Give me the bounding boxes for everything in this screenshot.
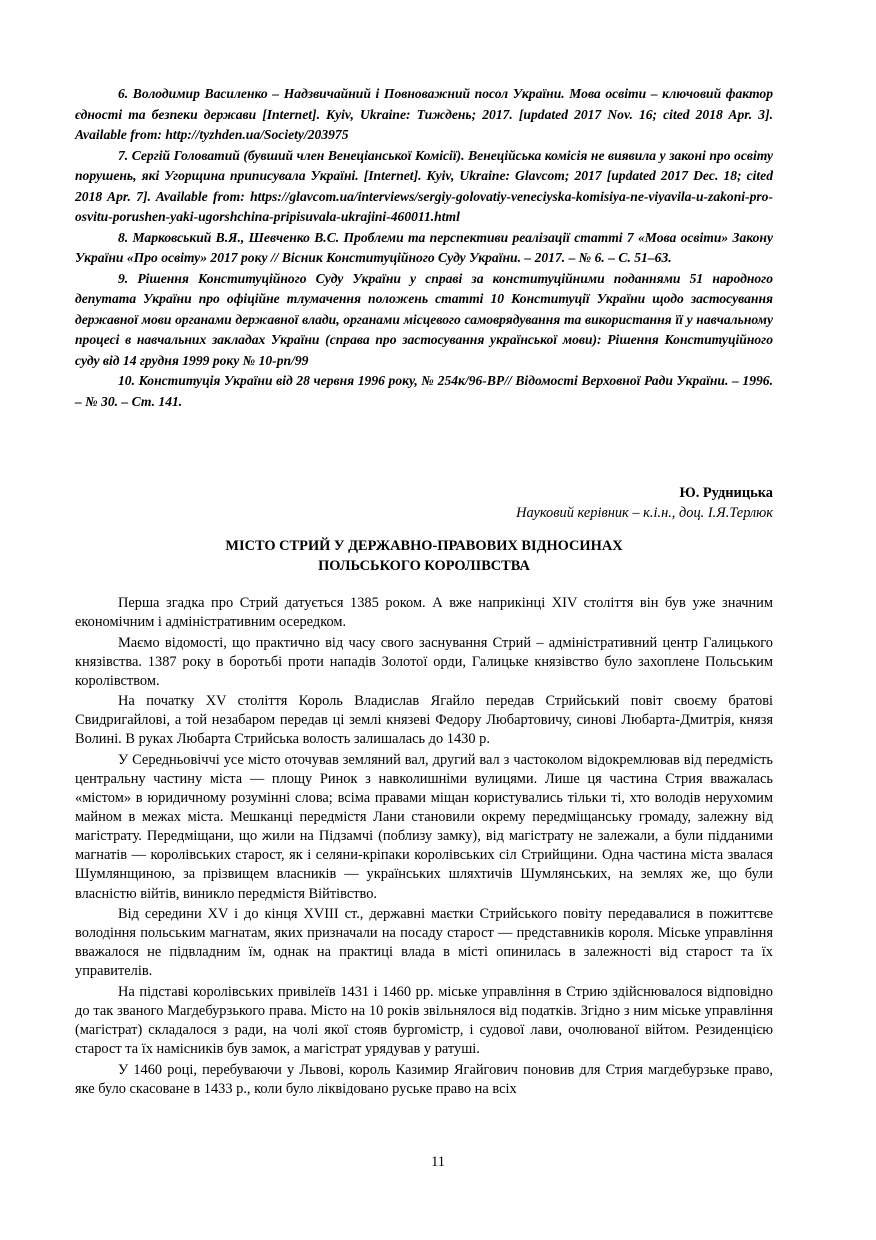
author-name: Ю. Рудницька [679,485,773,501]
scientific-advisor: Науковий керівник – к.і.н., доц. І.Я.Терлюк [516,504,773,521]
article-title [75,537,773,576]
reference-item: 6. Володимир Василенко – Надзвичайний і Повноважний посол України. Мова освіти – ключовий фактор єдності та безпеки держави [Internet]. Kyiv, Ukraine: Тиждень; 2017. [updated 2017 Nov. 16; cited 2018 Apr. 3]. Available from: http://tyzhden.ua/Society/203975 [75,86,773,142]
body-paragraph: Перша згадка про Стрий датується 1385 роком. А вже наприкінці XIV століття він був уже значним економічним і адміністративним осередком. [75,595,773,631]
body-paragraph: Від середини XV і до кінця XVIII ст., державні маєтки Стрийського повіту передавалися в пожиттєве володіння польським магнатам, яких призначали на посаду старост — представників короля. Міське управління вважалося не підвладним їм, однак на практиці влада в місті опинилась в залежності від старост та їх управителів. [75,906,773,980]
title-line: ПОЛЬСЬКОГО КОРОЛІВСТВА [318,557,530,574]
article-body [75,594,773,1100]
body-paragraph: У Середньовіччі усе місто оточував земляний вал, другий вал з частоколом відокремлював від передмість центральну частину міста — площу Ринок з навколишніми вулицями. Лише ця частина Стрия вважалась «містом» в юридичному розумінні слова; всіма правами міщан користувались тільки ті, хто володів нерухомим майном в межах міста. Мешканці передмістя Лани становили окрему передміщанську громаду, залежну від магістрату. Передміщани, що жили на Підзамчі (поблизу замку), від магістрату не залежали, а були підданими магнатів — королівських старост, як і селяни-кріпаки королівських сіл Стрийщини. Одна частина міста звалася Шумлянщиною, за прізвищем власників — українських шляхтичів Шумлянських, на землях же, що були власністю війтів, виникло передмістя Війтівство. [75,751,773,902]
reference-item: 8. Марковський В.Я., Шевченко В.С. Проблеми та перспективи реалізації статті 7 «Мова освіти» Закону України «Про освіту» 2017 року // Вісник Конституційного Суду України. – 2017. – № 6. – С. 51–63. [75,229,773,265]
reference-list [75,84,773,412]
reference-item: 9. Рішення Конституційного Суду України у справі за конституційними поданнями 51 народного депутата України про офіційне тлумачення положень статті 10 Конституції України щодо застосування державної мови органами державної влади, органами місцевого самоврядування та використання її у навчальному процесі в навчальних закладах України (справа про застосування української мови): Рішення Конституційного суду від 14 грудня 1999 року № 10-рп/99 [75,270,773,368]
body-paragraph: На підставі королівських привілеїв 1431 і 1460 рр. міське управління в Стрию здійснювалося відповідно до так званого Магдебурзького права. Місто на 10 років звільнялося від податків. Згідно з ним міське управління (магістрат) складалося з ради, на чолі якої стояв бургомістр, і судової лави, очолюваної війтом. Резиденцією старост та їх намісників був замок, а магістрат урядував у ратуші. [75,983,773,1058]
body-paragraph: Маємо відомості, що практично від часу свого заснування Стрий – адміністративний центр Галицького князівства. 1387 року в боротьбі проти нападів Золотої орди, Галицьке князівство було захоплене Польським королівством. [75,634,773,689]
reference-item: 7. Сергій Головатий (бувший член Венеціанської Комісії). Венеційська комісія не виявила у законі про освіту порушень, які Угорщина приписувала Україні. [Internet]. Kyiv, Ukraine: Glavcom; 2017 [updated 2017 Dec. 18; cited 2018 Apr. 7]. Available from: https://glavcom.ua/interviews/sergiy-golovatiy-veneciyska-komisiya-ne-viyavila-u-zakoni-pro-osvitu-porushen-yaki-ugorshchina-pripisuvala-ukrajini-460011.html [75,147,773,224]
title-line: МІСТО СТРИЙ У ДЕРЖАВНО-ПРАВОВИХ ВІДНОСИНАХ [225,538,623,554]
body-paragraph: На початку XV століття Король Владислав Ягайло передав Стрийський повіт своєму братові Свидригайлові, а той незабаром передав ці землі князеві Федору Любартовичу, синові Любарта-Дмитрія, князя Волині. В руках Любарта Стрийська волость залишалась до 1430 р. [75,693,773,748]
body-paragraph: У 1460 році, перебуваючи у Львові, король Казимир Ягайгович поновив для Стрия магдебурзьке право, яке було скасоване в 1433 р., коли було ліквідовано руське право на всіх [75,1061,773,1097]
author-block [516,484,773,523]
reference-item: 10. Конституція України від 28 червня 1996 року, № 254к/96-ВР// Відомості Верховної Ради України. – 1996. – № 30. – Ст. 141. [75,373,773,409]
page-number: 11 [431,1154,445,1170]
